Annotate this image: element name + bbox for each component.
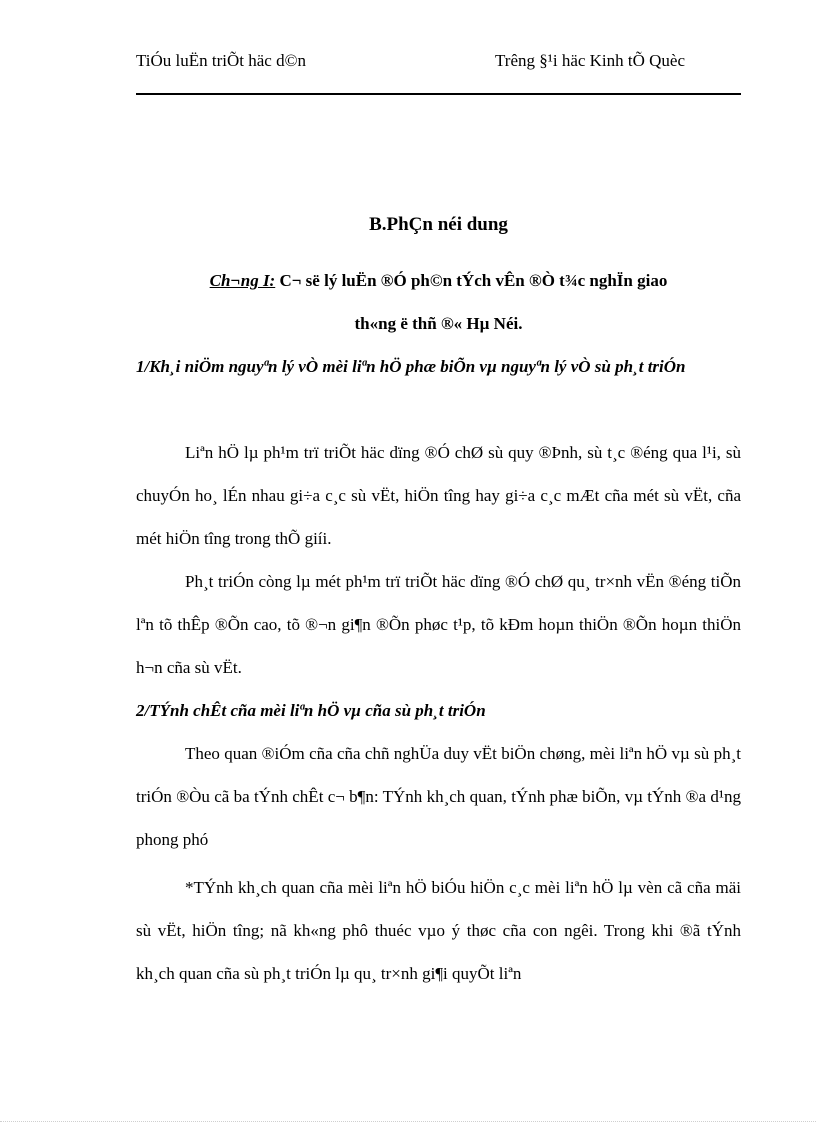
chapter-prefix: Ch¬ng I: xyxy=(209,271,276,290)
section2-heading: 2/TÝnh chÊt cña mèi liªn hÖ vµ cña sù ph¸t triÓn xyxy=(136,701,486,720)
page-title: B.PhÇn néi dung xyxy=(369,214,508,235)
chapter-heading xyxy=(136,268,741,294)
header-right: Trêng §¹i häc Kinh tÕ Quèc xyxy=(495,51,686,70)
header-rule xyxy=(136,93,741,95)
page-bottom-divider xyxy=(0,1121,816,1122)
section2-paragraph-2: *TÝnh kh¸ch quan cña mèi liªn hÖ biÓu hiÖn c¸c mèi liªn hÖ lµ vèn cã cña mäi sù vËt, hiÖn tîng; nã kh«ng phô thuéc vµo ý thøc cña con ngêi. Trong khi ®ã tÝnh kh¸ch quan cña sù ph¸t triÓn lµ qu¸ tr×nh gi¶i quyÕt liªn xyxy=(136,878,741,983)
section2-paragraph-1: Theo quan ®iÓm cña cña chñ nghÜa duy vËt biÖn chøng, mèi liªn hÖ vµ sù ph¸t triÓn ®Òu cã ba tÝnh chÊt c¬ b¶n: TÝnh kh¸ch quan, tÝnh phæ biÕn, vµ tÝnh ®a d¹ng phong phó xyxy=(136,744,741,849)
chapter-title-line1: C¬ së lý luËn ®Ó ph©n tÝch vÊn ®Ò t¾c nghÏn giao xyxy=(275,271,668,290)
section1-paragraph-1: Liªn hÖ lµ ph¹m trï triÕt häc dïng ®Ó chØ sù quy ®Þnh, sù t¸c ®éng qua l¹i, sù chuyÓn ho¸ lÉn nhau gi÷a c¸c sù vËt, hiÖn tîng hay gi÷a c¸c mÆt cña mét sù vËt, cña mét hiÖn tîng trong thÕ giíi. xyxy=(136,443,741,548)
header-left: TiÓu luËn triÕt häc d©n xyxy=(136,51,307,70)
chapter-title-line2: th«ng ë thñ ®« Hµ Néi. xyxy=(354,314,523,333)
section1-heading: 1/Kh¸i niÖm nguyªn lý vÒ mèi liªn hÖ phæ biÕn vµ nguyªn lý vÒ sù ph¸t triÓn xyxy=(136,357,686,376)
section1-paragraph-2: Ph¸t triÓn còng lµ mét ph¹m trï triÕt häc dïng ®Ó chØ qu¸ tr×nh vËn ®éng tiÕn lªn tõ thÊp ®Õn cao, tõ ®¬n gi¶n ®Õn phøc t¹p, tõ kÐm hoµn thiÖn ®Õn hoµn thiÖn h¬n cña sù vËt. xyxy=(136,572,741,677)
